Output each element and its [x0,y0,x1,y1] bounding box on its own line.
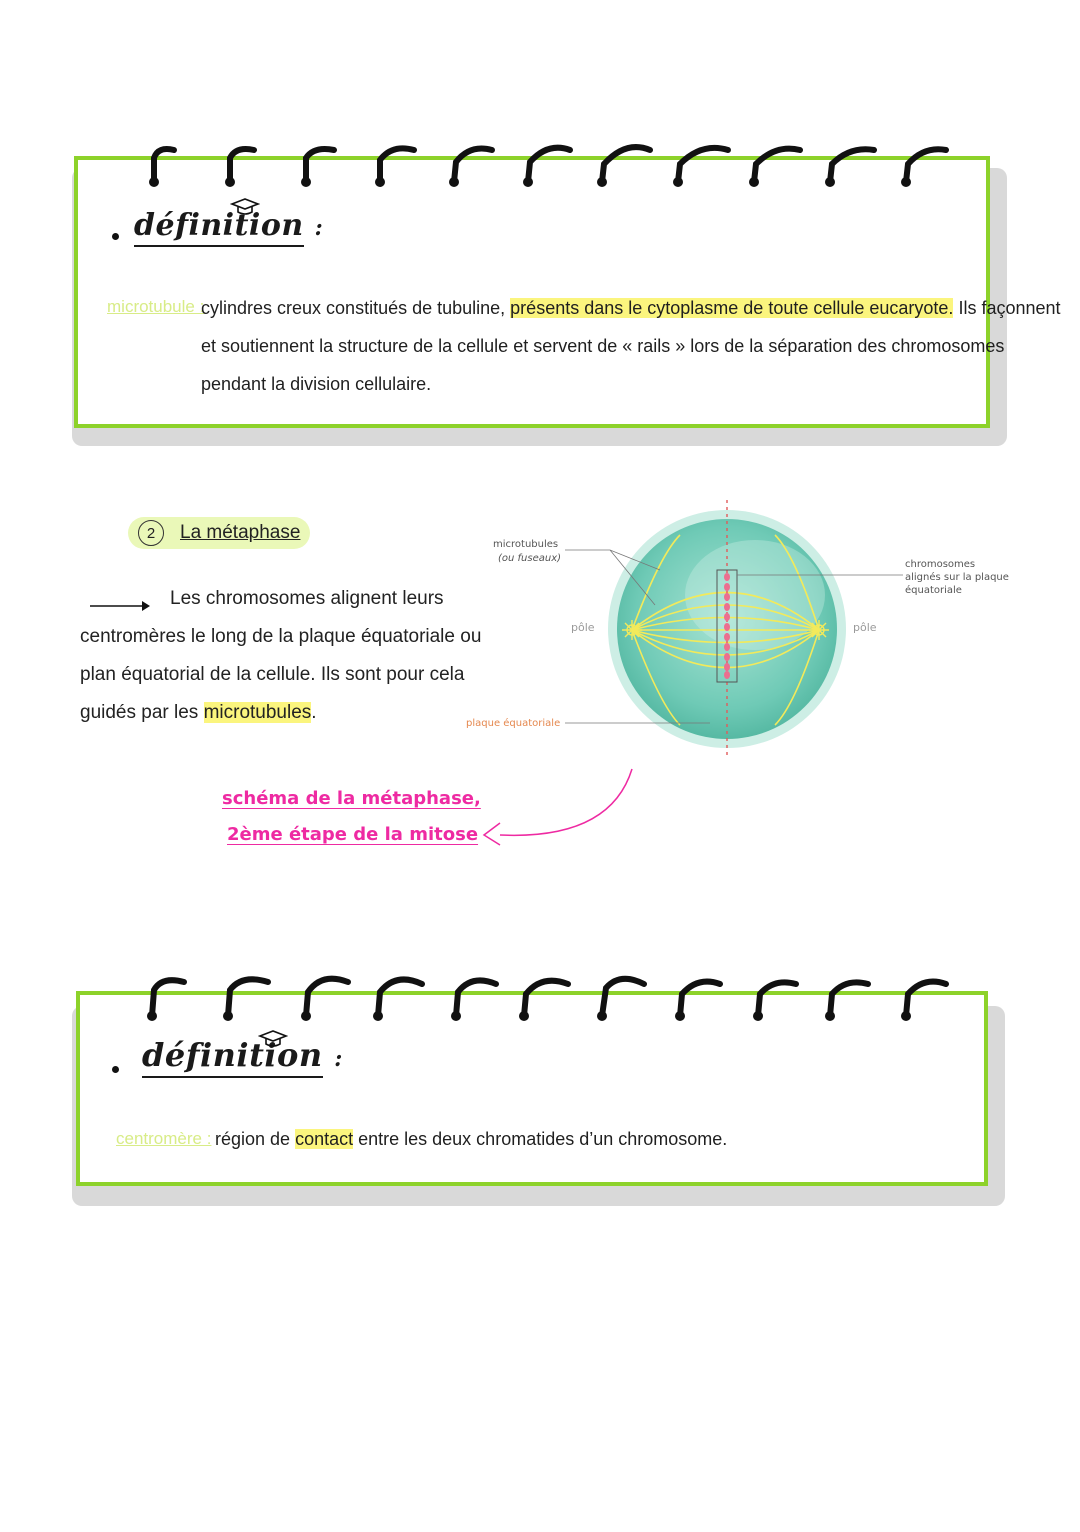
label-plaque-equatoriale: plaque équatoriale [466,718,561,729]
graduation-cap-icon-2 [258,1030,288,1054]
spiral-rings-svg [140,138,960,190]
definition-colon: : [314,215,324,241]
line4-highlight: microtubules [203,702,312,723]
definition-microtubule-line3: pendant la division cellulaire. [201,374,432,394]
label-chromosomes-line3: équatoriale [905,585,962,596]
metaphase-text-line1: Les chromosomes alignent leurs [170,588,444,609]
bullet-dot-2 [112,1066,119,1073]
term-microtubule: microtubule : [107,297,205,316]
label-fuseaux: (ou fuseaux) [498,553,562,564]
spiral-rings [140,138,960,190]
line4-plain: guidés par les [80,702,204,723]
definition-microtubule-line2: et soutiennent la structure de la cellule et servent de « rails » lors de la séparation des chromosomes [201,336,1005,356]
spiral-rings-2 [140,968,960,1024]
label-pole-right: pôle [853,621,877,634]
section-title: La métaphase [180,522,301,543]
line1-plain: cylindres creux constitués de tubuline, [201,298,511,318]
curved-arrow-icon [480,765,640,850]
centromere-highlight: contact [295,1129,354,1149]
line4-tail: . [311,702,317,723]
metaphase-diagram [560,495,1030,760]
definition-heading-2 [142,1036,343,1074]
centromere-plain: région de [215,1129,296,1149]
diagram-caption-line1: schéma de la métaphase, [222,788,481,809]
metaphase-text-line2: centromères le long de la plaque équatoriale ou [80,626,482,647]
pole-right-aster [809,620,829,640]
definition-heading-2-text: définition [142,1036,323,1078]
diagram-caption-line2: 2ème étape de la mitose [227,824,479,845]
line1-highlight: présents dans le cytoplasme de toute cellule eucaryote. [510,298,954,318]
right-arrow-icon [90,600,154,612]
label-chromosomes-line2: alignés sur la plaque [905,572,1009,583]
graduation-cap-icon [230,198,260,222]
label-microtubules: microtubules [493,539,559,550]
metaphase-text-line4 [80,694,317,732]
metaphase-text-line3: plan équatorial de la cellule. Ils sont pour cela [80,664,465,685]
spiral-rings-2-svg [140,968,960,1024]
bullet-dot [112,233,119,240]
section-heading-metaphase [128,517,310,549]
term-centromere: centromère : [116,1129,212,1148]
definition-centromere-text [215,1120,727,1158]
centromere-tail: entre les deux chromatides d’un chromosome. [353,1129,728,1149]
definition-heading [134,208,323,243]
definition-microtubule-line1 [201,289,1061,327]
label-chromosomes-line1: chromosomes [905,559,976,570]
definition-heading-text: définition [134,208,304,247]
pole-left-aster [622,620,642,640]
line1-tail: Ils façonnent [953,298,1061,318]
section-number: 2 [138,520,164,546]
definition-colon-2: : [334,1046,343,1072]
label-pole-left: pôle [571,621,595,634]
